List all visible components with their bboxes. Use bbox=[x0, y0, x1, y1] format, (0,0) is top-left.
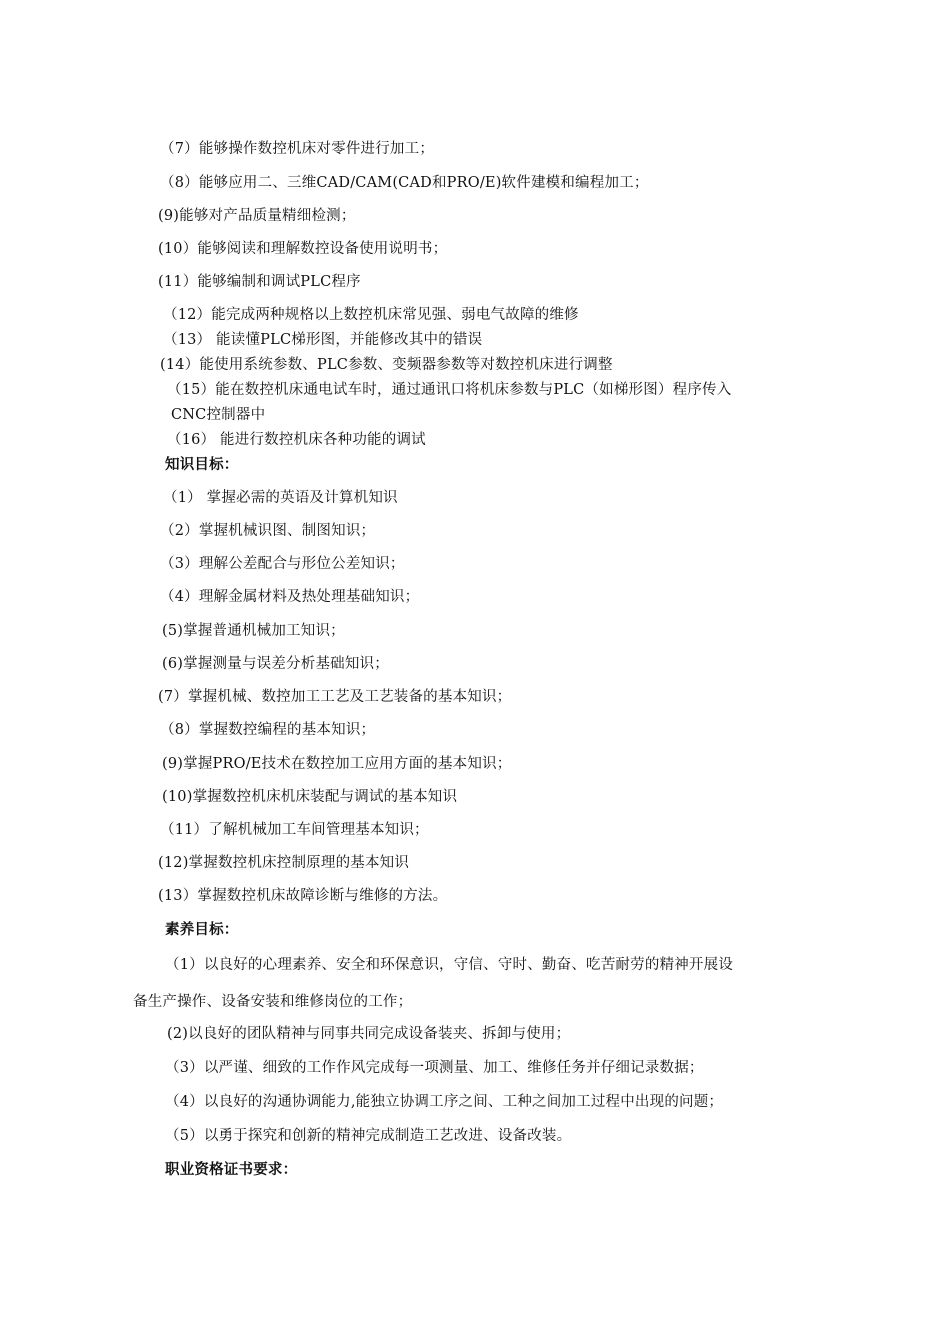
skill-goal-14: (14）能使用系统参数、PLC参数、变频器参数等对数控机床进行调整 bbox=[160, 357, 613, 373]
quality-goal-1: （1）以良好的心理素养、安全和环保意识，守信、守时、勤奋、吃苦耐劳的精神开展设 bbox=[165, 957, 734, 973]
knowledge-goal-10: (10)掌握数控机床机床装配与调试的基本知识 bbox=[162, 789, 458, 805]
skill-goal-8: （8）能够应用二、三维CAD/CAM(CAD和PRO/E)软件建模和编程加工； bbox=[160, 175, 649, 191]
quality-goal-4: （4）以良好的沟通协调能力,能独立协调工序之间、工种之间加工过程中出现的问题； bbox=[165, 1094, 724, 1110]
skill-goal-7: （7）能够操作数控机床对零件进行加工； bbox=[160, 141, 435, 157]
knowledge-goal-7: (7）掌握机械、数控加工工艺及工艺装备的基本知识； bbox=[158, 689, 512, 705]
quality-goal-3: （3）以严谨、细致的工作作风完成每一项测量、加工、维修任务并仔细记录数据； bbox=[165, 1060, 704, 1076]
skill-goal-15-cont: CNC控制器中 bbox=[171, 407, 266, 423]
quality-goal-2: (2)以良好的团队精神与同事共同完成设备装夹、拆卸与使用； bbox=[167, 1026, 571, 1042]
knowledge-goal-12: (12)掌握数控机床控制原理的基本知识 bbox=[158, 855, 410, 871]
knowledge-goal-2: （2）掌握机械识图、制图知识； bbox=[160, 523, 376, 539]
skill-goal-12: （12）能完成两种规格以上数控机床常见强、弱电气故障的维修 bbox=[163, 307, 579, 323]
skill-goal-9: (9)能够对产品质量精细检测； bbox=[158, 208, 356, 224]
skill-goal-15: （15）能在数控机床通电试车时，通过通讯口将机床参数与PLC（如梯形图）程序传入 bbox=[167, 382, 732, 398]
quality-goals-heading: 素养目标： bbox=[165, 921, 239, 938]
knowledge-goal-9: (9)掌握PRO/E技术在数控加工应用方面的基本知识； bbox=[162, 756, 512, 772]
knowledge-goal-1: （1） 掌握必需的英语及计算机知识 bbox=[163, 490, 398, 506]
knowledge-goal-6: (6)掌握测量与误差分析基础知识； bbox=[162, 656, 389, 672]
knowledge-goal-11: （11）了解机械加工车间管理基本知识； bbox=[160, 822, 429, 838]
knowledge-goal-4: （4）理解金属材料及热处理基础知识； bbox=[160, 589, 420, 605]
knowledge-goal-13: (13）掌握数控机床故障诊断与维修的方法。 bbox=[158, 888, 448, 904]
quality-goal-1-cont: 备生产操作、设备安装和维修岗位的工作； bbox=[133, 994, 413, 1010]
skill-goal-16: （16） 能进行数控机床各种功能的调试 bbox=[167, 432, 426, 448]
knowledge-goals-heading: 知识目标： bbox=[165, 456, 239, 473]
quality-goal-5: （5）以勇于探究和创新的精神完成制造工艺改进、设备改装。 bbox=[165, 1128, 572, 1144]
knowledge-goal-3: （3）理解公差配合与形位公差知识； bbox=[160, 556, 405, 572]
skill-goal-10: (10）能够阅读和理解数控设备使用说明书； bbox=[158, 241, 448, 257]
knowledge-goal-8: （8）掌握数控编程的基本知识； bbox=[160, 722, 376, 738]
skill-goal-11: (11）能够编制和调试PLC程序 bbox=[158, 274, 361, 290]
knowledge-goal-5: (5)掌握普通机械加工知识； bbox=[162, 623, 345, 639]
skill-goal-13: （13） 能读懂PLC梯形图，并能修改其中的错误 bbox=[163, 332, 483, 348]
certificate-heading: 职业资格证书要求： bbox=[165, 1161, 298, 1178]
